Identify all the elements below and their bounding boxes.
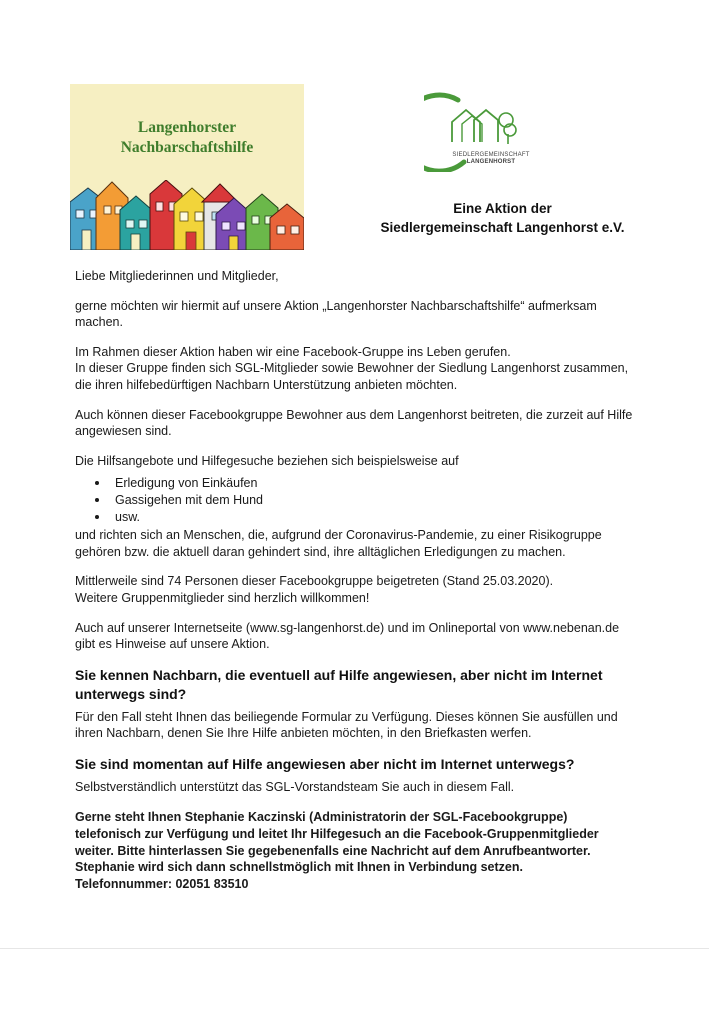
paragraph-facebook-group-line1: Im Rahmen dieser Aktion haben wir eine Facebook-Gruppe ins Leben gerufen.	[75, 344, 511, 359]
banner-title-line2: Nachbarschaftshilfe	[120, 139, 254, 156]
banner-title-line1: Langenhorster	[137, 119, 237, 136]
greeting: Liebe Mitgliederinnen und Mitglieder,	[75, 269, 279, 283]
list-item: Gassigehen mit dem Hund	[115, 492, 640, 509]
paragraph-website: Auch auf unserer Internetseite (www.sg-langenhorst.de) und im Onlineportal von www.nebenan.de gibt es Hinweise auf unsere Aktion.	[75, 620, 620, 652]
contact-line1: Gerne steht Ihnen Stephanie Kaczinski (Administratorin der SGL-Facebookgruppe)	[75, 810, 568, 825]
paragraph-intro: gerne möchten wir hiermit auf unsere Aktion „Langenhorster Nachbarschaftshilfe“ aufmerksam machen.	[75, 298, 597, 330]
nachbarschaftshilfe-logo	[70, 84, 304, 250]
paragraph-board-support: Selbstverständlich unterstützt das SGL-Vorstandsteam Sie auch in diesem Fall.	[75, 779, 515, 794]
page-divider	[0, 948, 709, 949]
heading-need-help-offline: Sie sind momentan auf Hilfe angewiesen aber nicht im Internet unterwegs?	[75, 755, 575, 772]
contact-phone: Telefonnummer: 02051 83510	[75, 876, 249, 891]
letter-body	[75, 268, 640, 905]
paragraph-members-count-line1: Mittlerweile sind 74 Personen dieser Facebookgruppe beigetreten (Stand 25.03.2020).	[75, 574, 554, 589]
sgl-logo-line1: SIEDLERGEMEINSCHAFT	[452, 152, 530, 158]
contact-block	[75, 809, 640, 892]
paragraph-members-count-line2: Weitere Gruppenmitglieder sind herzlich willkommen!	[75, 590, 370, 605]
banner-title	[70, 118, 304, 158]
paragraph-offers: Die Hilfsangebote und Hilfegesuche beziehen sich beispielsweise auf	[75, 453, 459, 468]
contact-line4: Stephanie wird sich dann schnellstmöglich mit Ihnen in Verbindung setzen.	[75, 860, 523, 875]
contact-line3: weiter. Bitte hinterlassen Sie gegebenenfalls eine Nachricht auf dem Anrufbeantworter.	[75, 843, 591, 858]
headline-line2: Siedlergemeinschaft Langenhorst e.V.	[380, 220, 625, 235]
document-headline	[320, 199, 685, 237]
sgl-logo-line2: LANGENHORST	[466, 159, 516, 165]
paragraph-members-count	[75, 573, 640, 606]
sgl-logo-text	[446, 152, 536, 166]
paragraph-residents: Auch können dieser Facebookgruppe Bewohner aus dem Langenhorst beitreten, die zurzeit auf Hilfe angewiesen sind.	[75, 407, 633, 439]
paragraph-form: Für den Fall steht Ihnen das beiliegende Formular zu Verfügung. Dieses können Sie ausfüllen und ihren Nachbarn, denen Sie Ihre Hilfe anbieten möchten, in den Briefkasten werfen.	[75, 709, 618, 741]
list-item: usw.	[115, 509, 640, 526]
colorful-houses-illustration	[70, 180, 304, 250]
paragraph-target-group: und richten sich an Menschen, die, aufgrund der Coronavirus-Pandemie, zu einer Risikogruppe gehören bzw. die aktuell daran gehindert sind, ihre alltäglichen Erledigungen zu machen.	[75, 528, 602, 559]
headline-line1: Eine Aktion der	[453, 201, 552, 216]
paragraph-facebook-group	[75, 344, 640, 394]
heading-neighbors-offline: Sie kennen Nachbarn, die eventuell auf Hilfe angewiesen, aber nicht im Internet unterwegs sind?	[75, 666, 603, 702]
list-item: Erledigung von Einkäufen	[115, 475, 640, 492]
paragraph-facebook-group-line2: In dieser Gruppe finden sich SGL-Mitglieder sowie Bewohner der Siedlung Langenhorst zusammen, die ihren hilfebedürftigen Nachbarn Unterstützung anbieten möchten.	[75, 361, 629, 392]
contact-line2: telefonisch zur Verfügung und leitet Ihr Hilfegesuch an die Facebook-Gruppenmitglieder	[75, 827, 599, 842]
help-offers-list	[75, 475, 640, 525]
